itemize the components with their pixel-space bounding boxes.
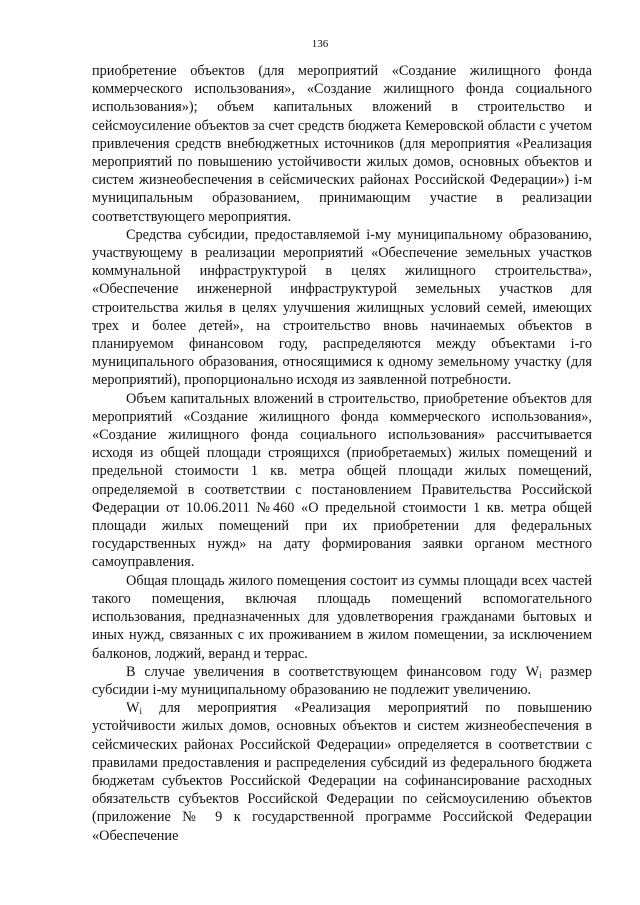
- paragraph-objects-purchase: приобретение объектов (для мероприятий «Создание жилищного фонда коммерческого использования», «Создание жилищного фонда социального использования»); объем капитальных вложений в строительство и сейсмоусиление объектов за счет средств бюджета Кемеровской области с учетом привлечения средств внебюджетных источников (для мероприятия «Реализация мероприятий по повышению устойчивости жилых домов, основных объектов и систем жизнеобеспечения в сейсмических районах Российской Федерации») i-м муниципальным образованием, принимающим участие в реализации соответствующего мероприятия.: [92, 63, 592, 225]
- paragraph-subsidy-increase: [92, 663, 592, 699]
- page-number: 136: [311, 38, 329, 50]
- paragraph-seismic-measures: [92, 699, 592, 845]
- subscript-index: i: [139, 706, 143, 717]
- subscript-index: i: [539, 669, 542, 680]
- paragraph-subsidy-distribution: Средства субсидии, предоставляемой i-му муниципальному образованию, участвующему в реализации мероприятий «Обеспечение земельных участков коммунальной инфраструктурой в целях жилищного строительства», «Обеспечение инженерной инфраструктурой земельных участков для строительства жилья в целях улучшения жилищных условий семей, имеющих трех и более детей», на строительство вновь начинаемых объектов в планируемом финансовом году, распределяются между объектами i-го муниципального образования, относящимися к одному земельному участку (для мероприятий), пропорционально исходя из заявленной потребности.: [92, 226, 592, 389]
- text-segment: В случае увеличения в соответствующем финансовом году W: [126, 663, 540, 680]
- paragraph-total-area: Общая площадь жилого помещения состоит из суммы площади всех частей такого помещения, включая площадь помещений вспомогательного использования, предназначенных для удовлетворения гражданами бытовых и иных нужд, связанных с их проживанием в жилом помещении, за исключением балконов, лоджий, веранд и террас.: [92, 572, 592, 662]
- body-text: [92, 62, 592, 845]
- text-segment: для мероприятия «Реализация мероприятий по повышению устойчивости жилых домов, основных объектов и систем жизнеобеспечения в сейсмических районах Российской Федерации» определяется в соответствии с правилами предоставления и распределения субсидий из федерального бюджета бюджетам субъектов Российской Федерации на софинансирование расходных обязательств субъектов Российской Федерации по сейсмоусилению объектов (приложение № 9 к государственной программе Российской Федерации «Обеспечение: [92, 700, 592, 844]
- text-segment: размер субсидии i-му муниципальному образованию не подлежит увеличению.: [92, 663, 592, 698]
- paragraph-capital-investment: Объем капитальных вложений в строительство, приобретение объектов для мероприятий «Создание жилищного фонда коммерческого использования», «Создание жилищного фонда социального использования» рассчитывается исходя из общей площади строящихся (приобретаемых) жилых помещений и предельной стоимости 1 кв. метра общей площади жилых помещений, определяемой в соответствии с постановлением Правительства Российской Федерации от 10.06.2011 №460 «О предельной стоимости 1 кв. метра общей площади жилых помещений при их приобретении для федеральных государственных нужд» на дату формирования заявки органом местного самоуправления.: [92, 390, 592, 571]
- text-segment: W: [126, 700, 140, 717]
